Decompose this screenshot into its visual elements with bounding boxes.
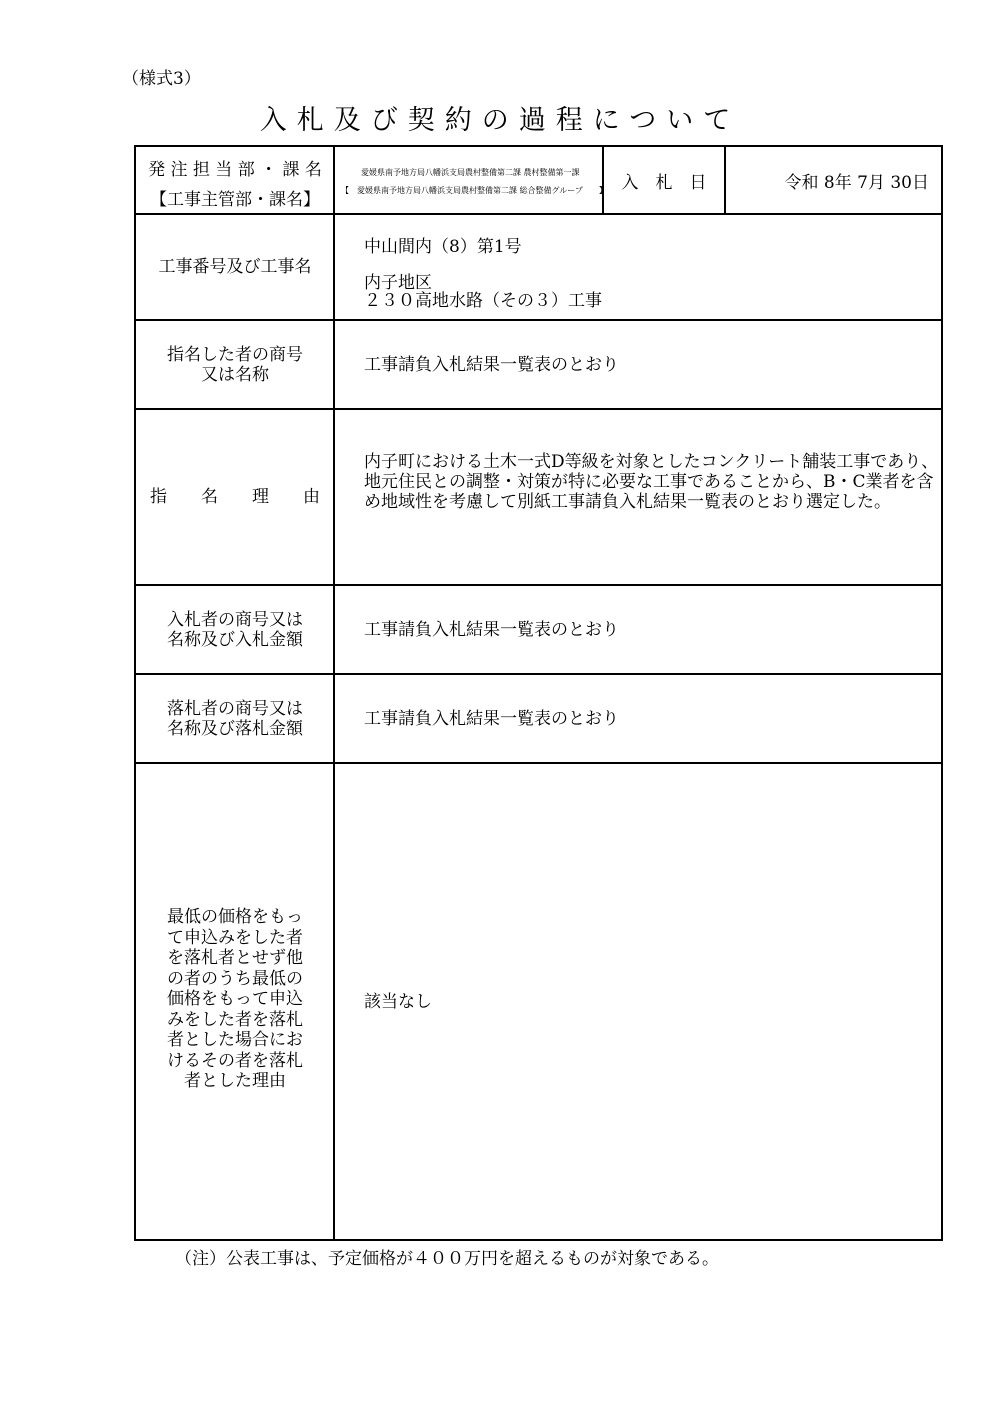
work-label: 工事番号及び工事名 [158, 257, 312, 277]
nominee-label-cell [136, 321, 334, 408]
exception-reason-value: 該当なし [364, 991, 432, 1012]
bid-date-value: 令和 8年 7月 30日 [784, 172, 929, 193]
bidder-value: 工事請負入札結果一覧表のとおり [364, 619, 619, 640]
department-label-cell [136, 147, 333, 213]
department-value-cell [335, 147, 607, 213]
footer-note: （注）公表工事は、予定価格が４００万円を超えるものが対象である。 [175, 1249, 719, 1269]
document-title: 入札及び契約の過程について [259, 105, 741, 136]
winner-label-line1: 落札者の商号又は [167, 698, 303, 719]
reason-value: 内子町における土木一式D等級を対象としたコンクリート舗装工事であり、地元住民との調整・対策が特に必要な工事であることから、B・C業者を含め地域性を考慮して別紙工事請負入札結果一覧表のとおり選定した。 [364, 452, 939, 512]
exception-reason-label: 最低の価格をもって申込みをした者を落札者とせず他の者のうち最低の価格をもって申込みをした者を落札者とした場合におけるその者を落札者とした理由 [167, 907, 303, 1091]
nominee-value: 工事請負入札結果一覧表のとおり [364, 354, 619, 375]
bid-process-table [134, 145, 943, 1241]
winner-label-cell [136, 675, 334, 762]
supervising-department-label: 【工事主管部・課名】 [150, 190, 320, 210]
nominee-label-line1: 指名した者の商号 [167, 344, 303, 365]
supervising-department-value: 【 愛媛県南予地方局八幡浜支局農村整備第二課 総合整備グループ 】 [341, 186, 607, 195]
nominee-label-line2: 又は名称 [201, 364, 269, 385]
bidder-label-cell [136, 586, 334, 673]
winner-label-line2: 名称及び落札金額 [167, 718, 303, 739]
work-district: 内子地区 [364, 273, 432, 293]
winner-value: 工事請負入札結果一覧表のとおり [364, 708, 619, 729]
form-number-label: （様式3） [122, 69, 201, 89]
reason-label: 指 名 理 由 [150, 487, 320, 507]
bidder-label-line1: 入札者の商号又は [167, 609, 303, 630]
bid-date-label: 入 札 日 [621, 172, 707, 193]
work-name: ２３０高地水路（その３）工事 [364, 291, 602, 311]
work-value-cell [364, 215, 924, 319]
department-label: 発 注 担 当 部 ・ 課 名 [148, 160, 322, 180]
bidder-label-line2: 名称及び入札金額 [167, 629, 303, 650]
work-number: 中山間内（8）第1号 [364, 237, 522, 257]
department-value: 愛媛県南予地方局八幡浜支局農村整備第二課 農村整備第一課 [361, 168, 580, 177]
